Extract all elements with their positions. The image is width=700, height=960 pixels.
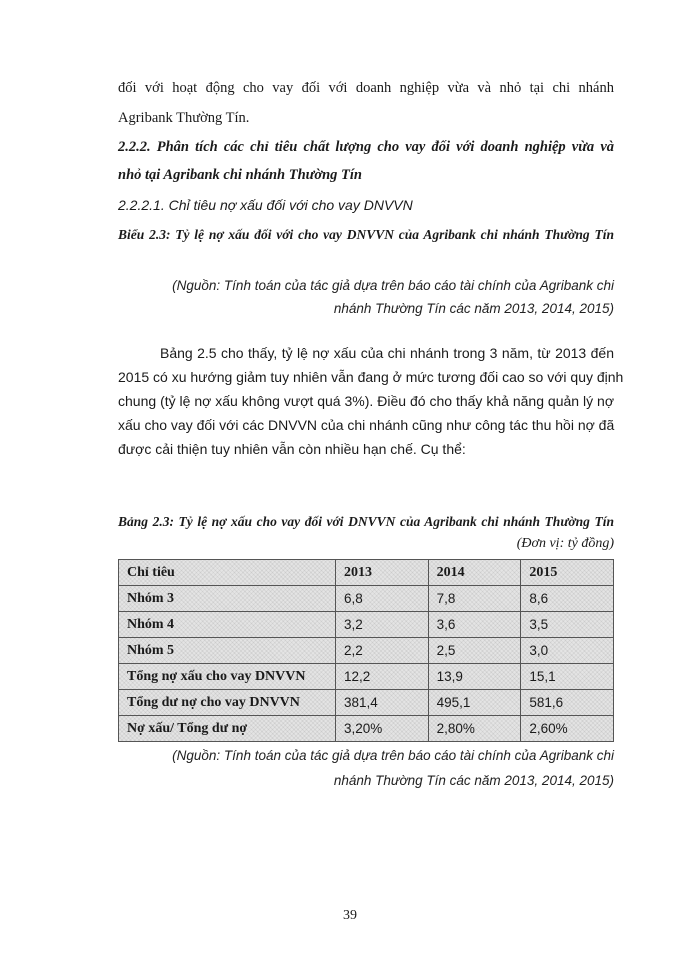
cell-2014: 2,80%: [428, 716, 521, 742]
table-row: [119, 638, 614, 664]
npl-table: [118, 559, 614, 742]
cell-2015: 2,60%: [521, 716, 614, 742]
row-label: Nhóm 3: [119, 586, 336, 612]
cell-2013: 3,2: [336, 612, 429, 638]
table-unit: (Đơn vị: tỷ đồng): [516, 536, 614, 551]
cell-2013: 6,8: [336, 586, 429, 612]
cell-2014: 495,1: [428, 690, 521, 716]
table-row: [119, 664, 614, 690]
table-row: [119, 612, 614, 638]
subsection-heading: 2.2.2.1. Chỉ tiêu nợ xấu đối với cho vay DNVVN: [118, 197, 413, 213]
header-2015: 2015: [521, 560, 614, 586]
chart-source-line-2: nhánh Thường Tín các năm 2013, 2014, 2015): [333, 301, 614, 316]
row-label: Tổng nợ xấu cho vay DNVVN: [119, 664, 336, 690]
row-label: Nhóm 4: [119, 612, 336, 638]
table-row: [119, 586, 614, 612]
cell-2015: 15,1: [521, 664, 614, 690]
cell-2014: 13,9: [428, 664, 521, 690]
cell-2015: 8,6: [521, 586, 614, 612]
paragraph-line-4: xấu cho vay đối với các DNVVN của chi nhánh cũng như công tác thu hồi nợ đã: [118, 417, 615, 433]
cell-2014: 7,8: [428, 586, 521, 612]
cell-2013: 2,2: [336, 638, 429, 664]
row-label: Nhóm 5: [119, 638, 336, 664]
section-heading-line-1: 2.2.2. Phân tích các chỉ tiêu chất lượng cho vay đối với doanh nghiệp vừa và: [118, 139, 614, 155]
cell-2015: 3,5: [521, 612, 614, 638]
header-2014: 2014: [428, 560, 521, 586]
section-heading-line-2: nhỏ tại Agribank chi nhánh Thường Tín: [118, 167, 362, 183]
cell-2013: 3,20%: [336, 716, 429, 742]
cell-2014: 2,5: [428, 638, 521, 664]
page-number: 39: [343, 908, 357, 923]
intro-line-1: đối với hoạt động cho vay đối với doanh nghiệp vừa và nhỏ tại chi nhánh: [118, 80, 614, 96]
paragraph-line-3: chung (tỷ lệ nợ xấu không vượt quá 3%). Điều đó cho thấy khả năng quản lý nợ: [118, 393, 614, 409]
cell-2014: 3,6: [428, 612, 521, 638]
cell-2013: 12,2: [336, 664, 429, 690]
paragraph-line-2: 2015 có xu hướng giảm tuy nhiên vẫn đang ở mức tương đối cao so với quy định: [118, 369, 624, 385]
paragraph-line-5: được cải thiện tuy nhiên vẫn còn nhiều hạn chế. Cụ thể:: [118, 441, 466, 457]
header-2013: 2013: [336, 560, 429, 586]
table-header-row: [119, 560, 614, 586]
row-label: Nợ xấu/ Tổng dư nợ: [119, 716, 336, 742]
table-source-line-1: (Nguồn: Tính toán của tác giả dựa trên báo cáo tài chính của Agribank chi: [172, 748, 614, 763]
cell-2015: 3,0: [521, 638, 614, 664]
cell-2013: 381,4: [336, 690, 429, 716]
table-source-line-2: nhánh Thường Tín các năm 2013, 2014, 2015): [333, 773, 614, 788]
row-label: Tổng dư nợ cho vay DNVVN: [119, 690, 336, 716]
chart-source-line-1: (Nguồn: Tính toán của tác giả dựa trên báo cáo tài chính của Agribank chi: [172, 278, 614, 293]
table-caption: Bảng 2.3: Tỷ lệ nợ xấu cho vay đối với DNVVN của Agribank chi nhánh Thường Tín: [118, 514, 614, 529]
cell-2015: 581,6: [521, 690, 614, 716]
paragraph-line-1: Bảng 2.5 cho thấy, tỷ lệ nợ xấu của chi nhánh trong 3 năm, từ 2013 đến: [160, 345, 614, 361]
header-indicator: Chỉ tiêu: [119, 560, 336, 586]
chart-caption: Biểu 2.3: Tỷ lệ nợ xấu đối với cho vay DNVVN của Agribank chi nhánh Thường Tín: [118, 227, 614, 242]
table-row: [119, 690, 614, 716]
intro-line-2: Agribank Thường Tín.: [118, 110, 250, 126]
table-row: [119, 716, 614, 742]
